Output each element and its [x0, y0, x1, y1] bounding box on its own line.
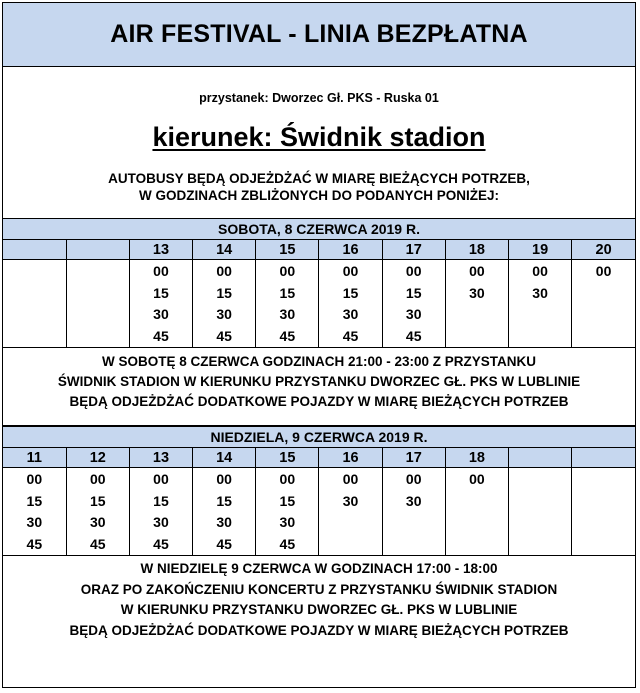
saturday-note [3, 348, 635, 426]
minutes-cell [445, 468, 508, 556]
minutes-cell [509, 468, 572, 556]
note-line: W KIERUNKU PRZYSTANKU DWORZEC GŁ. PKS W LUBLINIE [120, 602, 518, 617]
note-line: BĘDĄ ODJEŻDŻAĆ DODATKOWE POJAZDY W MIARĘ BIEŻĄCYCH POTRZEB [69, 394, 569, 409]
sunday-minutes-row [3, 468, 635, 556]
minute-value: 00 [216, 471, 232, 487]
minutes-cell [572, 468, 635, 556]
minutes-cell [66, 468, 129, 556]
note-line: W NIEDZIELĘ 9 CZERWCA W GODZINACH 17:00 - 18:00 [140, 561, 498, 576]
note-line: W SOBOTĘ 8 CZERWCA GODZINACH 21:00 - 23:00 Z PRZYSTANKU [101, 354, 537, 369]
hour-cell: 16 [319, 240, 382, 260]
minute-value: 15 [279, 284, 296, 301]
minute-value: 15 [153, 284, 169, 301]
saturday-hours-row [3, 240, 635, 260]
minute-value: 00 [595, 263, 612, 279]
minute-value: 15 [405, 284, 422, 301]
minutes-cell [66, 260, 129, 348]
minute-value: 45 [153, 327, 169, 344]
minute-value: 45 [279, 327, 296, 344]
minutes-cell [256, 468, 319, 556]
minute-value: 30 [216, 306, 232, 322]
minute-value: 45 [342, 327, 359, 344]
minute-value: 15 [26, 492, 43, 509]
hour-cell: 12 [66, 448, 129, 468]
minutes-cell [572, 260, 635, 348]
minute-value: 00 [279, 263, 296, 279]
timetable-page [2, 2, 636, 688]
minute-value: 15 [216, 284, 232, 301]
minute-value: 15 [216, 492, 232, 509]
sunday-day-header: NIEDZIELA, 9 CZERWCA 2019 R. [3, 427, 635, 448]
minute-value: 30 [279, 514, 296, 530]
note-line: ORAZ PO ZAKOŃCZENIU KONCERTU Z PRZYSTANKU ŚWIDNIK STADION [80, 581, 558, 597]
hour-cell: 18 [445, 448, 508, 468]
minute-value: 00 [216, 263, 232, 279]
minute-value: 00 [26, 471, 43, 487]
note-line: BĘDĄ ODJEŻDŻAĆ DODATKOWE POJAZDY W MIARĘ BIEŻĄCYCH POTRZEB [69, 622, 569, 638]
direction-label [3, 122, 635, 153]
hour-cell: 14 [193, 448, 256, 468]
minute-value: 30 [342, 306, 359, 322]
minutes-cell [382, 468, 445, 556]
hour-cell: 11 [3, 448, 66, 468]
minute-value: 00 [532, 263, 548, 279]
minutes-cell [193, 260, 256, 348]
minute-value: 45 [216, 327, 232, 344]
notice-line: W GODZINACH ZBLIŻONYCH DO PODANYCH PONIŻEJ: [139, 188, 499, 203]
minutes-cell [3, 468, 66, 556]
minutes-cell [3, 260, 66, 348]
minute-value: 00 [89, 471, 106, 487]
minutes-cell [382, 260, 445, 348]
hour-cell: 13 [129, 448, 192, 468]
hour-cell: 17 [382, 240, 445, 260]
minute-value: 30 [342, 492, 359, 509]
minute-value: 00 [469, 263, 485, 279]
minute-value: 45 [279, 535, 296, 552]
hour-cell: 20 [572, 240, 635, 260]
departure-notice [3, 170, 635, 204]
hour-cell: 15 [256, 448, 319, 468]
title-banner [3, 3, 635, 67]
minute-value: 30 [405, 492, 422, 509]
saturday-minutes-row [3, 260, 635, 348]
minute-value: 45 [216, 535, 232, 552]
sunday-hours-row [3, 448, 635, 468]
minute-value: 00 [469, 471, 485, 487]
minute-value: 30 [469, 284, 485, 301]
minute-value: 45 [405, 327, 422, 344]
minute-value: 15 [342, 284, 359, 301]
minute-value: 30 [216, 514, 232, 530]
minute-value: 45 [26, 535, 43, 552]
note-line: ŚWIDNIK STADION W KIERUNKU PRZYSTANKU DWORZEC GŁ. PKS W LUBLINIE [57, 374, 581, 389]
minute-value: 00 [342, 263, 359, 279]
minutes-cell [319, 260, 382, 348]
sunday-note [3, 556, 635, 641]
minutes-cell [445, 260, 508, 348]
minutes-cell [129, 260, 192, 348]
minutes-cell [509, 260, 572, 348]
direction-text: kierunek: Świdnik stadion [152, 122, 486, 152]
hour-cell: 17 [382, 448, 445, 468]
hour-cell: 14 [193, 240, 256, 260]
minutes-cell [319, 468, 382, 556]
sunday-timetable [3, 426, 635, 556]
hour-cell: 19 [509, 240, 572, 260]
minute-value: 15 [153, 492, 169, 509]
minute-value: 00 [405, 263, 422, 279]
hour-cell: 15 [256, 240, 319, 260]
hour-cell: 13 [129, 240, 192, 260]
minutes-cell [193, 468, 256, 556]
minute-value: 45 [89, 535, 106, 552]
hour-cell [509, 448, 572, 468]
minute-value: 45 [153, 535, 169, 552]
minute-value: 00 [405, 471, 422, 487]
minute-value: 30 [279, 306, 296, 322]
minute-value: 00 [279, 471, 296, 487]
minute-value: 30 [153, 306, 169, 322]
hour-cell [66, 240, 129, 260]
minute-value: 00 [153, 471, 169, 487]
minute-value: 30 [532, 284, 548, 301]
minute-value: 15 [89, 492, 106, 509]
page-title: AIR FESTIVAL - LINIA BEZPŁATNA [110, 20, 528, 48]
minutes-cell [129, 468, 192, 556]
hour-cell: 18 [445, 240, 508, 260]
minute-value: 30 [405, 306, 422, 322]
minute-value: 30 [89, 514, 106, 530]
stop-label: przystanek: Dworzec Gł. PKS - Ruska 01 [199, 91, 439, 105]
minute-value: 00 [153, 263, 169, 279]
saturday-timetable [3, 218, 635, 348]
minute-value: 15 [279, 492, 296, 509]
minutes-cell [256, 260, 319, 348]
minute-value: 00 [342, 471, 359, 487]
saturday-day-header: SOBOTA, 8 CZERWCA 2019 R. [3, 219, 635, 240]
minute-value: 30 [153, 514, 169, 530]
minute-value: 30 [26, 514, 43, 530]
notice-line: AUTOBUSY BĘDĄ ODJEŻDŻAĆ W MIARĘ BIEŻĄCYCH POTRZEB, [108, 171, 530, 186]
hour-cell [3, 240, 66, 260]
hour-cell [572, 448, 635, 468]
hour-cell: 16 [319, 448, 382, 468]
